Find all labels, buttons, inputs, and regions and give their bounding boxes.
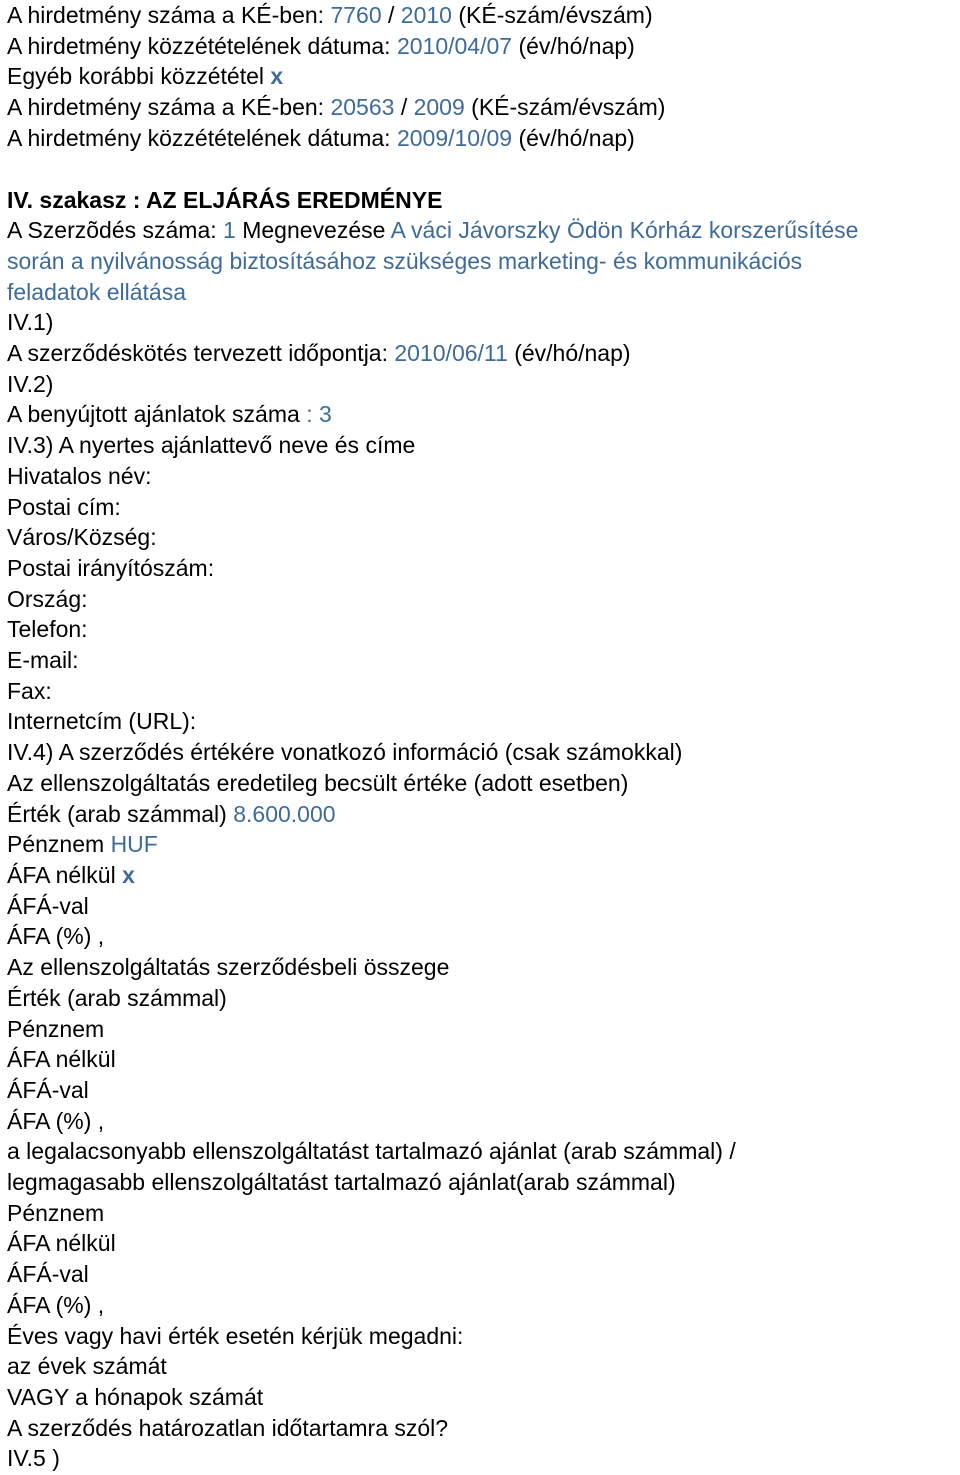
prior-notice-number-label: A hirdetmény száma a KÉ-ben: [7,94,325,121]
iv1-heading [7,307,957,338]
estimated-vat-pct-label: ÁFA (%) , [7,923,105,950]
contract-value-label: Érték (arab számmal) [7,984,227,1011]
winner-phone: Telefon: [7,616,88,643]
notice-date-value: 2010/04/07 [396,32,513,59]
range-line-2: legmagasabb ellenszolgáltatást tartalmazó ajánlat(arab számmal) [7,1169,676,1196]
iv3-heading [7,430,957,461]
other-publication-label: Egyéb korábbi közzététel [7,63,264,90]
notice-number-line [7,0,957,31]
prior-notice-number-format: (KÉ-szám/évszám) [471,94,666,121]
notice-number-format: (KÉ-szám/évszám) [458,2,653,28]
bids-value: 3 [318,401,332,428]
bids-colon: : [306,401,313,428]
contract-amount-title: Az ellenszolgáltatás szerződésbeli összege [7,954,450,981]
estimated-vat-incl-label: ÁFÁ-val [7,892,89,919]
section-spacer [7,154,957,185]
notice-document [7,0,957,1474]
winner-country: Ország: [7,585,88,612]
section-title: IV. szakasz : AZ ELJÁRÁS EREDMÉNYE [7,186,443,213]
notice-number-label: A hirdetmény száma a KÉ-ben: [7,2,325,28]
iv2-number: 2) [33,370,54,397]
notice-date-format: (év/hó/nap) [518,32,635,59]
estimated-value-label: Érték (arab számmal) [7,800,227,827]
contract-number-value: 1 [223,217,236,244]
prior-notice-date-format: (év/hó/nap) [518,124,635,151]
estimated-vat-excl-label: ÁFA nélkül [7,861,116,888]
contract-name-line [7,215,957,246]
contract-name-label: Megnevezése [242,217,386,244]
iv3-text: 3) A nyertes ajánlattevő neve és címe [33,432,416,459]
iv1-prefix: IV. [7,309,34,336]
contract-currency-label: Pénznem [7,1015,105,1042]
iv3-prefix: IV. [7,432,34,459]
iv1-number: 1) [33,309,54,336]
planned-date-format: (év/hó/nap) [514,340,631,367]
iv2-heading [7,369,957,400]
iv5-number: 5 ) [33,1445,60,1472]
prior-notice-year-value: 2009 [413,94,465,121]
contract-name-value-2: során a nyilvánosság biztosításához szükséges marketing- és kommunikációs [7,247,803,274]
planned-date-value: 2010/06/11 [394,340,508,367]
prior-notice-number-line [7,92,957,123]
prior-notice-date-label: A hirdetmény közzétételének dátuma: [7,124,391,151]
months-label: VAGY a hónapok számát [7,1383,264,1410]
estimated-value-line [7,799,957,830]
prior-notice-date-line [7,123,957,154]
range-vat-pct-label: ÁFA (%) , [7,1291,105,1318]
bids-line [7,399,957,430]
contract-name-value-3: feladatok ellátása [7,278,187,305]
estimated-vat-excl-mark: x [122,861,135,888]
winner-url: Internetcím (URL): [7,708,197,735]
notice-year-value: 2010 [400,2,452,28]
annual-monthly-label: Éves vagy havi érték esetén kérjük megadni: [7,1322,464,1349]
range-vat-incl-label: ÁFÁ-val [7,1261,89,1288]
estimated-value: 8.600.000 [233,800,336,827]
estimated-currency-value: HUF [110,831,158,858]
contract-vat-excl-label: ÁFA nélkül [7,1046,116,1073]
years-label: az évek számát [7,1353,167,1380]
indefinite-label: A szerződés határozatlan időtartamra szól? [7,1414,449,1441]
range-line-1: a legalacsonyabb ellenszolgáltatást tartalmazó ajánlat (arab számmal) / [7,1138,736,1165]
iv4-text: 4) A szerződés értékére vonatkozó információ (csak számokkal) [33,739,683,766]
contract-vat-incl-label: ÁFÁ-val [7,1076,89,1103]
notice-date-label: A hirdetmény közzétételének dátuma: [7,32,391,59]
planned-date-line [7,338,957,369]
winner-email: E-mail: [7,647,79,674]
iv2-prefix: IV. [7,370,34,397]
iv4-prefix: IV. [7,739,34,766]
estimated-currency-label: Pénznem [7,831,105,858]
bids-label: A benyújtott ajánlatok száma [7,401,300,428]
iv4-heading [7,737,957,768]
iv5-heading [7,1443,957,1474]
planned-date-label: A szerződéskötés tervezett időpontja: [7,340,388,367]
notice-date-line [7,31,957,62]
winner-fax: Fax: [7,677,52,704]
notice-number-value: 7760 [330,2,382,28]
prior-notice-date-value: 2009/10/09 [396,124,513,151]
other-publication-mark: x [270,63,284,90]
contract-name-value-1: A váci Jávorszky Ödön Kórház korszerűsítése [390,217,859,244]
winner-city: Város/Község: [7,524,157,551]
prior-notice-number-value: 20563 [330,94,395,121]
estimated-currency-line [7,829,957,860]
winner-postal-address: Postai cím: [7,493,121,520]
range-currency-label: Pénznem [7,1199,105,1226]
contract-number-label: A Szerzõdés száma: [7,217,217,244]
other-publication-line [7,61,957,92]
iv5-prefix: IV. [7,1445,34,1472]
winner-official-name: Hivatalos név: [7,462,152,489]
contract-vat-pct-label: ÁFA (%) , [7,1107,105,1134]
prior-notice-number-slash: / [400,94,408,121]
range-vat-excl-label: ÁFA nélkül [7,1230,116,1257]
winner-postal-code: Postai irányítószám: [7,554,215,581]
estimated-title: Az ellenszolgáltatás eredetileg becsült értéke (adott esetben) [7,769,629,796]
notice-number-slash: / [388,2,395,28]
estimated-vat-excl-line [7,860,957,891]
